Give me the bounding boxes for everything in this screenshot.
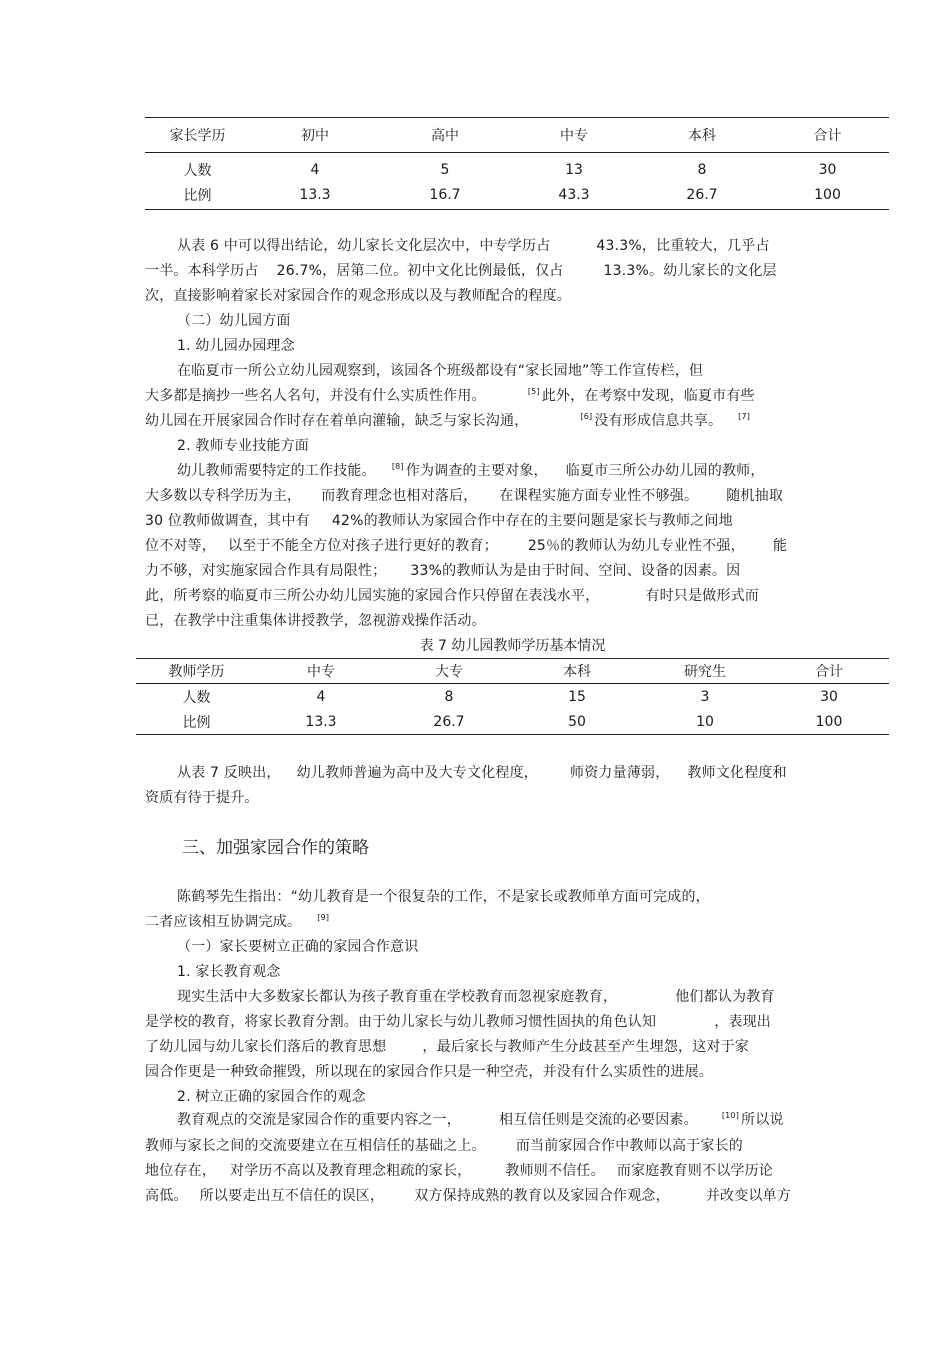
text-line: 地位存在， 对学历不高以及教育理念粗疏的家长， 教师则不信任。 而家庭教育则不以学历论 <box>145 1163 774 1179</box>
table7-header-cell: 合计 <box>815 663 843 680</box>
table6-cell: 43.3 <box>558 186 590 203</box>
text-line: 教师与家长之间的交流要建立在互相信任的基础之上。 而当前家园合作中教师以高于家长的 <box>145 1138 744 1154</box>
table6-cell: 26.7 <box>686 186 718 203</box>
citation-ref: [5] <box>527 387 540 396</box>
table7-header-cell: 教师学历 <box>168 663 225 680</box>
table7-row <box>136 684 889 710</box>
section-heading: （一）家长要树立正确的家园合作意识 <box>177 939 419 955</box>
text-line: 是学校的教育，将家长教育分割。由于幼儿家长与幼儿教师习惯性固执的角色认知 ，表现出 <box>145 1014 772 1030</box>
citation-ref: [7] <box>738 412 751 421</box>
subsection-heading: 2. 教师专业技能方面 <box>177 438 310 454</box>
table6-cell: 8 <box>697 161 707 178</box>
subsection-heading: 1. 幼儿园办园理念 <box>177 338 295 354</box>
text-line: 园合作更是一种致命摧毁，所以现在的家园合作只是一种空壳，并没有什么实质性的进展。 <box>145 1064 713 1080</box>
text-line: 已，在教学中注重集体讲授教学，忽视游戏操作活动。 <box>145 613 486 629</box>
text-line: 高低。 所以要走出互不信任的误区， 双方保持成熟的教育以及家园合作观念， 并改变以单方 <box>145 1188 792 1204</box>
table7-cell: 3 <box>700 688 710 705</box>
text-line: 从表 6 中可以得出结论，幼儿家长文化层次中，中专学历占 43.3%，比重较大，几乎占 <box>177 238 770 254</box>
text-line: 力不够，对实施家园合作具有局限性； 33%的教师认为是由于时间、空间、设备的因素。因 <box>145 563 741 579</box>
table6-header-cell: 合计 <box>813 127 842 144</box>
table6-row <box>145 182 889 207</box>
table7-caption: 表 7 幼儿园教师学历基本情况 <box>419 638 606 654</box>
table6-header-cell: 高中 <box>431 127 459 144</box>
table7-header-cell: 研究生 <box>684 663 726 680</box>
table7-header-cell: 本科 <box>563 663 591 680</box>
text-line: 二者应该相互协调完成。 [9] <box>145 913 330 930</box>
text-line: 幼儿园在开展家园合作时存在着单向灌输，缺乏与家长沟通， [6] 没有形成信息共享。 [7] <box>145 412 751 429</box>
table6-cell: 13.3 <box>299 186 331 203</box>
table7-cell: 比例 <box>182 714 211 731</box>
table6-cell: 4 <box>310 161 320 178</box>
citation-ref: [10] <box>721 1111 740 1120</box>
text-line: 幼儿教师需要特定的工作技能。 [8] 作为调查的主要对象， 临夏市三所公办幼儿园的教师， <box>177 462 765 479</box>
table7 <box>136 658 889 734</box>
subsection-heading: 2. 树立正确的家园合作的观念 <box>177 1089 366 1105</box>
table7-cell: 100 <box>815 713 843 730</box>
table6 <box>145 117 889 207</box>
table7-cell: 人数 <box>182 689 211 706</box>
table7-cell: 4 <box>316 688 326 705</box>
table7-header-cell: 中专 <box>307 663 335 680</box>
table7-cell: 8 <box>444 688 454 705</box>
table7-cell: 10 <box>696 713 714 730</box>
table6-cell: 100 <box>814 186 841 203</box>
text-line: 了幼儿园与幼儿家长们落后的教育思想 ，最后家长与教师产生分歧甚至产生埋怨，这对于家 <box>145 1039 750 1055</box>
table6-cell: 人数 <box>183 162 212 179</box>
text-line: 30 位教师做调查，其中有 42%的教师认为家园合作中存在的主要问题是家长与教师之间地 <box>145 513 733 529</box>
section-heading: （二）幼儿园方面 <box>177 313 291 329</box>
table6-header-cell: 本科 <box>688 127 716 144</box>
table6-header-cell: 初中 <box>301 127 329 144</box>
citation-ref: [6] <box>580 412 593 421</box>
table7-row <box>136 709 889 734</box>
table6-header-row <box>145 117 889 153</box>
section-title: 三、加强家园合作的策略 <box>182 838 369 858</box>
table7-bottom-rule <box>136 734 889 735</box>
text-line: 一半。本科学历占 26.7%，居第二位。初中文化比例最低，仅占 13.3%。幼儿家长的文化层 <box>145 263 777 279</box>
table6-cell: 比例 <box>183 187 212 204</box>
text-line: 位不对等， 以至于不能全方位对孩子进行更好的教育； 25％的教师认为幼儿专业性不强， 能 <box>145 538 788 554</box>
subsection-heading: 1. 家长教育观念 <box>177 964 281 980</box>
table6-bottom-rule <box>145 209 889 210</box>
table7-cell: 50 <box>568 713 586 730</box>
table6-row <box>145 153 889 183</box>
text-line: 大多都是摘抄一些名人名句，并没有什么实质性作用。 [5] 此外，在考察中发现，临夏市有些 <box>145 387 755 404</box>
citation-ref: [9] <box>317 913 330 922</box>
table6-cell: 5 <box>440 161 450 178</box>
table6-cell: 13 <box>565 161 583 178</box>
table7-cell: 30 <box>820 688 838 705</box>
table7-header-row <box>136 658 889 684</box>
text-line: 从表 7 反映出， 幼儿教师普遍为高中及大专文化程度， 师资力量薄弱， 教师文化程度和 <box>177 765 787 781</box>
table6-cell: 16.7 <box>429 186 461 203</box>
table6-header-cell: 中专 <box>560 127 588 144</box>
table7-cell: 15 <box>568 688 586 705</box>
text-line: 大多数以专科学历为主， 而教育理念也相对落后， 在课程实施方面专业性不够强。 随机抽取 <box>145 488 784 504</box>
table7-cell: 26.7 <box>433 713 465 730</box>
text-line: 陈鹤琴先生指出：“幼儿教育是一个很复杂的工作，不是家长或教师单方面可完成的， <box>177 889 710 905</box>
text-line: 教育观点的交流是家园合作的重要内容之一， 相互信任则是交流的必要因素。 [10] 所以说 <box>177 1111 784 1128</box>
citation-ref: [8] <box>391 462 404 471</box>
table7-cell: 13.3 <box>305 713 337 730</box>
text-line: 资质有待于提升。 <box>145 790 259 806</box>
text-line: 次，直接影响着家长对家园合作的观念形成以及与教师配合的程度。 <box>145 288 571 304</box>
table7-header-cell: 大专 <box>435 663 463 680</box>
table6-cell: 30 <box>818 161 837 178</box>
text-line: 现实生活中大多数家长都认为孩子教育重在学校教育而忽视家庭教育， 他们都认为教育 <box>177 989 775 1005</box>
text-line: 此，所考察的临夏市三所公办幼儿园实施的家园合作只停留在表浅水平， 有时只是做形式而 <box>145 588 760 604</box>
text-line: 在临夏市一所公立幼儿园观察到，该园各个班级都设有“家长园地”等工作宣传栏，但 <box>177 363 704 379</box>
table6-header-cell: 家长学历 <box>169 127 226 144</box>
